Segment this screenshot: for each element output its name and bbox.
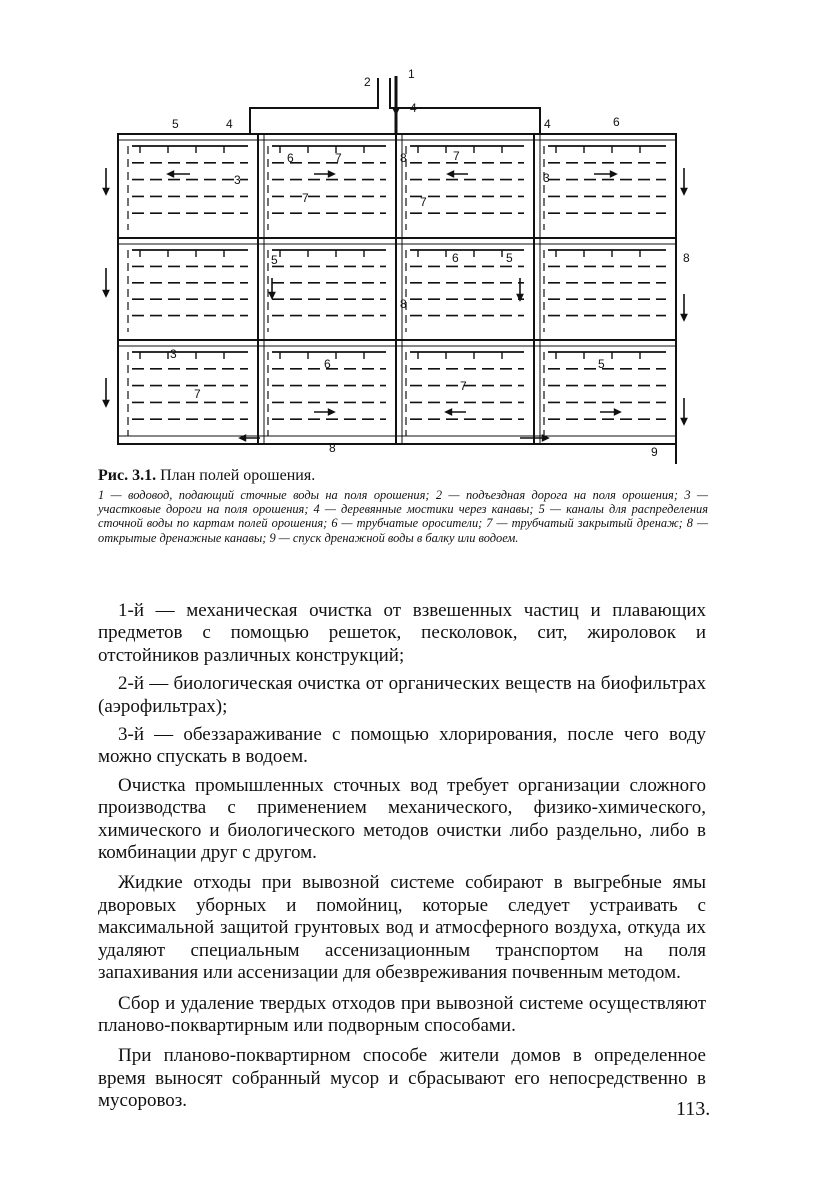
caption-title bbox=[98, 466, 708, 486]
callout-8-c: 8 bbox=[400, 297, 407, 311]
callout-7-c: 7 bbox=[302, 191, 309, 205]
irrigation-plan-diagram bbox=[100, 68, 690, 468]
callout-7-f: 7 bbox=[460, 379, 467, 393]
plot-flow-arrow-5-head bbox=[269, 293, 274, 298]
callout-3-c: 3 bbox=[170, 347, 177, 361]
body-text bbox=[98, 600, 706, 1121]
callout-7-a: 7 bbox=[335, 151, 342, 165]
solid-waste-paragraph: Сбор и удаление твердых отходов при вывозной системе осуществляют планово-поквартирным или подворным способами. bbox=[98, 992, 706, 1036]
callout-7-d: 7 bbox=[420, 195, 427, 209]
callout-1: 1 bbox=[408, 68, 415, 81]
callout-4-right: 4 bbox=[544, 117, 551, 131]
inflow-arrow-head bbox=[393, 109, 398, 114]
callout-5-topleft: 5 bbox=[172, 117, 179, 131]
page-number: 113. bbox=[676, 1098, 711, 1120]
callout-4-left: 4 bbox=[226, 117, 233, 131]
plot-flow-arrow-3-head bbox=[448, 171, 453, 176]
access-road bbox=[250, 78, 378, 134]
callout-5-c: 5 bbox=[598, 357, 605, 371]
plot-flow-arrow-8-head bbox=[446, 409, 451, 414]
side-flow-arrow-right-2-head bbox=[681, 315, 686, 320]
callout-3-a: 3 bbox=[234, 173, 241, 187]
side-flow-arrow-right-1-head bbox=[681, 189, 686, 194]
side-flow-arrow-right-3-head bbox=[681, 419, 686, 424]
callout-7-e: 7 bbox=[194, 387, 201, 401]
figure-caption bbox=[98, 466, 708, 545]
stage-2-paragraph: 2-й — биологическая очистка от органических веществ на биофильтрах (аэрофильтрах); bbox=[98, 673, 706, 717]
callout-4-top: 4 bbox=[410, 101, 417, 115]
plot-flow-arrow-2-head bbox=[329, 171, 334, 176]
callout-5-b: 5 bbox=[506, 251, 513, 265]
callout-8-d: 8 bbox=[329, 441, 336, 455]
figure-title: План полей орошения. bbox=[160, 467, 316, 484]
figure-legend: 1 — водовод, подающий сточные воды на поля орошения; 2 — подъездная дорога на поля орошения; 3 — участковые дороги на поля орошения; 4 — деревянные мостики через канавы; 5 — каналы для распределения сточной воды по картам полей орошения; 6 — трубчатые оросители; 7 — трубчатый закрытый дренаж; 8 — открытые дренажные канавы; 9 — спуск дренажной воды в балку или водоем. bbox=[98, 488, 708, 545]
industrial-wastewater-paragraph: Очистка промышленных сточных вод требует организации сложного производства с применением механического, физико-химического, химического и биологического методов очистки либо раздельно, либо в комбинации друг с другом. bbox=[98, 774, 706, 864]
callout-6-topright: 6 bbox=[613, 115, 620, 129]
callout-9: 9 bbox=[651, 445, 658, 459]
plot-flow-arrow-4-head bbox=[611, 171, 616, 176]
callout-2: 2 bbox=[364, 75, 371, 89]
callout-3-b: 3 bbox=[543, 171, 550, 185]
plot-flow-arrow-7-head bbox=[329, 409, 334, 414]
callout-8-a: 8 bbox=[400, 151, 407, 165]
irrigation-plan-figure bbox=[100, 68, 690, 473]
figure-label: Рис. 3.1. bbox=[98, 467, 157, 484]
callout-8-b: 8 bbox=[683, 251, 690, 265]
plot-flow-arrow-9-head bbox=[615, 409, 620, 414]
callout-5-a: 5 bbox=[271, 253, 278, 267]
callout-labels bbox=[170, 68, 690, 459]
side-flow-arrow-left-3-head bbox=[103, 401, 108, 406]
stage-3-paragraph: 3-й — обеззараживание с помощью хлорирования, после чего воду можно спускать в водоем. bbox=[98, 724, 706, 768]
callout-6-c: 6 bbox=[324, 357, 331, 371]
plot-flow-arrow-1-head bbox=[168, 171, 173, 176]
liquid-waste-paragraph: Жидкие отходы при вывозной системе собирают в выгребные ямы дворовых уборных и помойниц, которые следует устраивать с максимальной защитой грунтовых вод и атмосферного воздуха, откуда их удаляют специальным ассенизационным транспортом на поля запахивания или ассенизации для обезвреживания почвенным методом. bbox=[98, 872, 706, 984]
callout-6-b: 6 bbox=[452, 251, 459, 265]
stage-1-paragraph: 1-й — механическая очистка от взвешенных частиц и плавающих предметов с помощью решеток, песколовок, сит, жироловок и отстойников различных конструкций; bbox=[98, 600, 706, 666]
apartment-method-paragraph: При планово-поквартирном способе жители домов в определенное время выносят собранный мусор и сбрасывают его непосредственно в мусоровоз. bbox=[98, 1045, 706, 1112]
side-flow-arrow-left-2-head bbox=[103, 291, 108, 296]
callout-6-a: 6 bbox=[287, 151, 294, 165]
callout-7-b: 7 bbox=[453, 149, 460, 163]
side-flow-arrow-left-1-head bbox=[103, 189, 108, 194]
plan-structure bbox=[118, 76, 676, 464]
